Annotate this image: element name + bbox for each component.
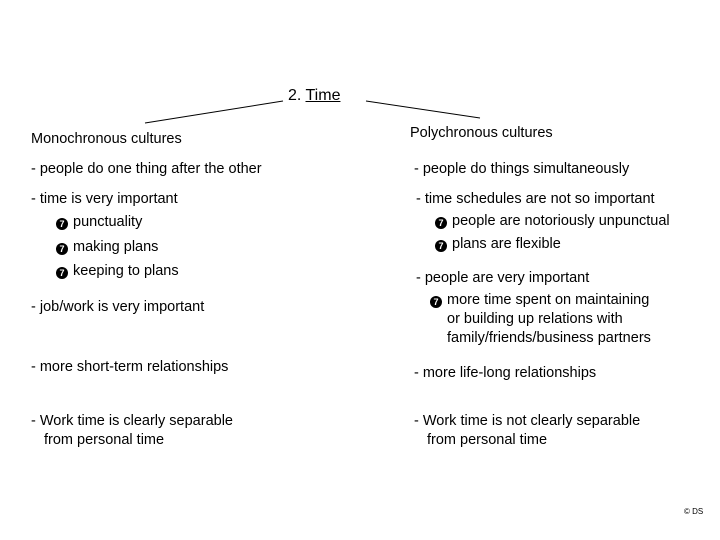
right-item-2: - time schedules are not so important — [416, 191, 655, 207]
right-item-4: - more life-long relationships — [414, 365, 597, 381]
bullet-icon: 7 — [430, 296, 442, 308]
right-item-5: - Work time is not clearly separable — [414, 413, 641, 429]
left-item-1: - people do one thing after the other — [31, 161, 262, 177]
left-item-5: - Work time is clearly separable — [31, 413, 233, 429]
right-subitem-3-line3: family/friends/business partners — [447, 330, 651, 346]
left-item-5-cont: from personal time — [44, 432, 165, 448]
right-connector-line — [366, 101, 480, 118]
right-item-3: - people are very important — [416, 270, 590, 286]
left-subitem-1: 7 punctuality — [56, 213, 142, 232]
right-item-5-cont: from personal time — [427, 432, 548, 448]
right-subitem-1: 7 people are notoriously unpunctual — [435, 212, 670, 231]
title-number: 2. — [288, 87, 302, 104]
bullet-icon: 7 — [435, 217, 447, 229]
copyright: © DS — [684, 507, 704, 516]
left-connector-line — [145, 101, 283, 123]
right-subitem-3-line2: or building up relations with — [447, 311, 623, 327]
right-item-1: - people do things simultaneously — [414, 161, 630, 177]
right-subitem-2: 7 plans are flexible — [435, 235, 561, 254]
page-title — [288, 87, 340, 105]
bullet-icon: 7 — [56, 218, 68, 230]
left-item-2: - time is very important — [31, 191, 178, 207]
left-subitem-2: 7 making plans — [56, 238, 158, 257]
left-heading: Monochronous cultures — [31, 131, 182, 147]
bullet-icon: 7 — [56, 267, 68, 279]
left-item-3: - job/work is very important — [31, 299, 205, 315]
right-subitem-3: 7 more time spent on maintaining — [430, 291, 649, 310]
title-word: Time — [305, 87, 341, 104]
bullet-icon: 7 — [56, 243, 68, 255]
left-subitem-3: 7 keeping to plans — [56, 262, 179, 281]
left-item-4: - more short-term relationships — [31, 359, 229, 375]
right-heading: Polychronous cultures — [410, 125, 553, 141]
bullet-icon: 7 — [435, 240, 447, 252]
